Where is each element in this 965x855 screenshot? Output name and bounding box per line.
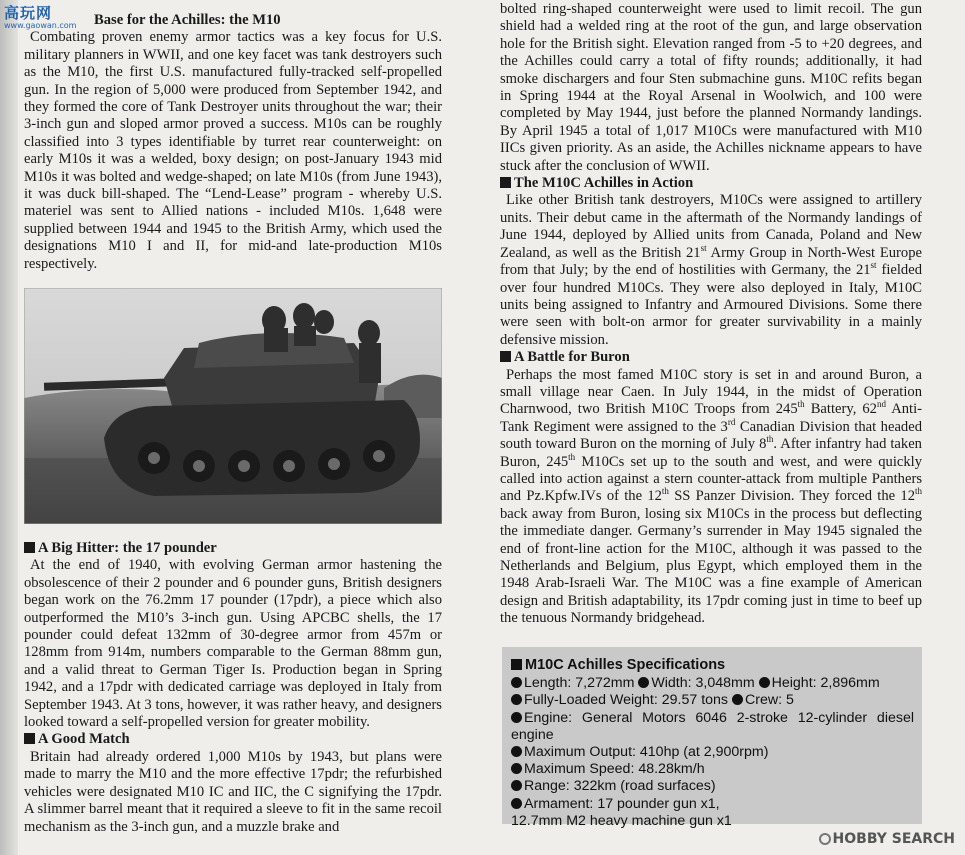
paragraph-m10: Combating proven enemy armor tactics was a key focus for U.S. military planners in WWII, and one key facet was tank destroyers such as the M10, the first U.S. manufactured fully-tracked self-propelled gun. In the region of 5,000 were produced from September 1942, and they formed the core of Tank Destroyer units throughout the war; their 3-inch gun and sloped armor proved a success. M10s can be roughly classified into 3 types identifiable by turret rear counterweight: on early M10s it was a welded, boxy design; on post-January 1943 mid M10s it was bolted and wedge-shaped; on late M10s (from June 1943), it was duck bill-shaped. The “Lend-Lease” program - whereby U.S. materiel was sent to Allied nations - included M10s. 1,648 were supplied between 1944 and 1945 to the British Army, which used the designations M10 I and II, for mid-and late-production M10s respectively. [24,29,442,272]
spec-engine: Engine: General Motors 6046 2-stroke 12-cylinder diesel engine [511,709,914,743]
spec-armament: Armament: 17 pounder gun x1, [511,796,914,813]
specifications-box [502,647,922,829]
tank-photo-illustration [24,288,442,524]
paragraph-in-action: Like other British tank destroyers, M10Cs were assigned to artillery units. Their debut came in the aftermath of the Normandy landings of June 1944, deployed by Allied units from Canada, Poland and New Zealand, as well as the British 21st Army Group in North-West Europe from that July; by the end of hostilities with Germany, the 21st fielded over four hundred M10Cs. They were also deployed in Italy, M10C units being assigned to Infantry and Armoured Divisions. Some there were seen with bolt-on armor for greater survivability in a mainly defensive mission. [500,192,923,348]
spec-weight-crew: Fully-Loaded Weight: 29.57 tons Crew: 5 [511,692,914,709]
heading-square-icon [500,351,511,362]
hobby-search-mark-icon [819,833,831,845]
bullet-icon [511,712,522,723]
section-heading-m10: Base for the Achilles: the M10 [94,12,281,28]
heading-square-icon [24,733,35,744]
m10c-tank-photo [24,288,442,524]
paragraph-continued: bolted ring-shaped counterweight were used to limit recoil. The gun shield had a welded ring at the root of the gun, and large observation hole for the British sight. Elevation ranged from -5 to +20 degrees, and the Achilles could carry a total of fifty rounds; additionally, it had smoke dischargers and four Sten submachine guns. M10C refits began in Spring 1944 at the Royal Arsenal in Woolwich, and 100 were completed by May 1944, just before the planned Normandy landings. By April 1945 a total of 1,017 M10Cs were manufactured with M10 IICs given priority. As an aside, the Achilles nickname appears to have stuck after the conclusion of WWII. [500,1,922,174]
bullet-icon [511,746,522,757]
section-heading-buron: A Battle for Buron [500,349,922,366]
bullet-icon [511,677,522,688]
heading-square-icon [500,177,511,188]
left-column-lower [24,540,442,836]
specs-title: M10C Achilles Specifications [511,657,914,674]
book-spine-shadow [0,0,18,855]
spec-output: Maximum Output: 410hp (at 2,900rpm) [511,744,914,761]
heading-square-icon [24,542,35,553]
bullet-icon [638,677,649,688]
section-heading-17-pounder: A Big Hitter: the 17 pounder [24,540,442,557]
section-heading-good-match: A Good Match [24,731,442,748]
heading-square-icon [511,659,522,670]
spec-dimensions: Length: 7,272mm Width: 3,048mm Height: 2,896mm [511,675,914,692]
section-heading-in-action: The M10C Achilles in Action [500,175,922,192]
watermark-chinese-text: 高玩网 [4,4,53,22]
spec-range: Range: 322km (road surfaces) [511,778,914,795]
bullet-icon [732,694,743,705]
hobby-search-watermark: HOBBY SEARCH [819,831,955,847]
left-column [24,0,442,273]
right-column [500,1,922,628]
bullet-icon [511,798,522,809]
bullet-icon [759,677,770,688]
spec-armament-2: 12.7mm M2 heavy machine gun x1 [511,812,732,829]
bullet-icon [511,780,522,791]
bullet-icon [511,763,522,774]
bullet-icon [511,694,522,705]
paragraph-17-pounder: At the end of 1940, with evolving German armor hastening the obsolescence of their 2 pounder and 6 pounder guns, British designers began work on the 76.2mm 17 pounder (17pdr), a piece which also outperformed the M10’s 3-inch gun. Using APCBC shells, the 17 pounder could defeat 132mm of 30-degree armor from 457m or 128mm from 914m, numbers comparable to the German 88mm gun, and a valid threat to German Tiger Is. Production began in Spring 1942, and a 17pdr with dedicated carriage was deployed in Italy from September 1943. At 3 tons, however, it was rather heavy, and designers looked toward a self-propelled version for greater mobility. [24,557,442,731]
paragraph-good-match: Britain had already ordered 1,000 M10s by 1943, but plans were made to marry the M10 and the more effective 17pdr; the refurbished vehicles were designated M10 IC and IIC, the C signifying the 17pdr. A slimmer barrel meant that it required a sleeve to fit in the same recoil mechanism as the 3-inch gun, and a muzzle brake and [24,748,442,835]
spec-speed: Maximum Speed: 48.28km/h [511,761,914,778]
paragraph-buron: Perhaps the most famed M10C story is set in and around Buron, a small village near Caen. In July 1944, in the midst of Operation Charnwood, two British M10C Troops from 245th Battery, 62nd Anti-Tank Regiment were assigned to the 3rd Canadian Division that headed south toward Buron on the morning of July 8th. After infantry had taken Buron, 245th M10Cs set up to the south and west, and were quickly called into action against a stern counter-attack from multiple Panthers and Pz.Kpfw.IVs of the 12th SS Panzer Division. They forced the 12th back away from Buron, losing six M10Cs in the process but deflecting the immediate danger. Germany’s surrender in May 1945 signaled the end of front-line action for the M10C, although it was passed to the Netherlands and Belgium, plus Egypt, which employed them in the 1948 Arab-Israeli War. The M10C was a fine example of American design and British adaptability, its 17pdr coming just in time to beef up the tenuous Normandy bridgehead. [500,366,923,627]
watermark-url: www.gaowan.com [4,21,77,30]
